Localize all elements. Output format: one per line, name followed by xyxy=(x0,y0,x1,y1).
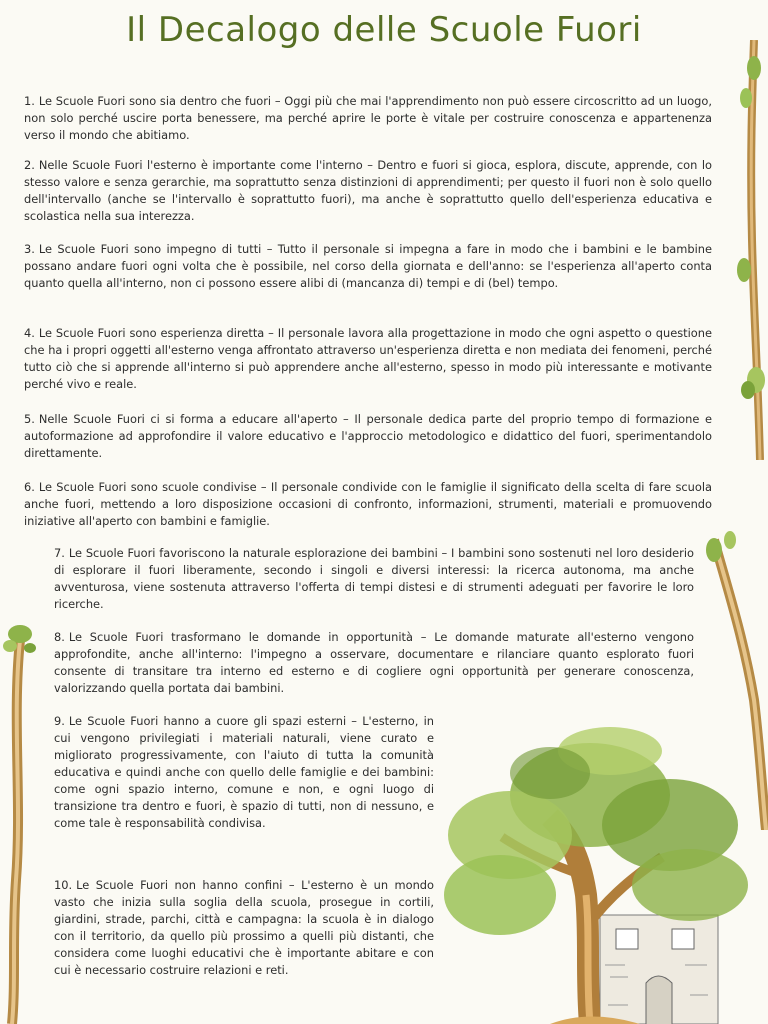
item-text: Le Scuole Fuori sono sia dentro che fuori – Oggi più che mai l'apprendimento non può essere circoscritto ad un luogo, non solo perché uscire porta benessere, ma perché aprire le porte è vitale per costruire conoscenza e appartenenza verso il mondo che abitiamo. xyxy=(24,94,712,142)
item-number: 8. xyxy=(54,630,65,644)
item-text: Le Scuole Fuori sono impegno di tutti – Tutto il personale si impegna a fare in modo che i bambini e le bambine possano andare fuori ogni volta che è possibile, nel corso della giornata e dell'anno: se l'esperienza all'aperto conta quanto quella all'interno, non ci possono essere alibi di (mancanza di) tempi e di (bel) tempo. xyxy=(24,242,712,290)
item-text: Nelle Scuole Fuori l'esterno è importante come l'interno – Dentro e fuori si gioca, esplora, discute, apprende, con lo stesso valore e senza gerarchie, ma soprattutto senza distinzioni di apprendimenti; per questo il fuori non è solo quello dell'intervallo (anche se l'intervallo è soprattutto fuori), ma anche è soprattutto quello dell'esperienza educativa e scolastica nella sua interezza. xyxy=(24,158,712,223)
item-number: 1. xyxy=(24,94,35,108)
item-text: Nelle Scuole Fuori ci si forma a educare all'aperto – Il personale dedica parte del proprio tempo di formazione e autoformazione ad approfondire il valore educativo e l'approccio metodologico e didattico del fuori, sperimentandolo direttamente. xyxy=(24,412,712,460)
item-text: Le Scuole Fuori hanno a cuore gli spazi esterni – L'esterno, in cui vengono privilegiati i materiali naturali, viene curato e migliorato progressivamente, con l'aiuto di tutta la comunità educativa e quindi anche con quello delle famiglie e dei bambini: come ogni spazio interno, comune e non, e ogni luogo di transizione tra dentro e fuori, è spazio di tutti, non di nessuno, e come tale è responsabilità condivisa. xyxy=(54,714,434,830)
list-item-3 xyxy=(24,241,712,292)
list-item-1 xyxy=(24,93,712,144)
tree-branch-right-top-illustration xyxy=(724,40,768,460)
list-item-8 xyxy=(54,629,694,697)
tree-branch-right-bottom-illustration xyxy=(700,530,768,830)
item-text: Le Scuole Fuori sono scuole condivise – Il personale condivide con le famiglie il significato della scelta di fare scuola anche fuori, mettendo a loro disposizione occasioni di confronto, informazioni, strumenti, materiali e promuovendo iniziative all'aperto con bambini e famiglie. xyxy=(24,480,712,528)
item-number: 5. xyxy=(24,412,35,426)
list-item-9 xyxy=(54,713,434,832)
tree-branch-left-illustration xyxy=(0,620,46,1024)
item-number: 4. xyxy=(24,326,35,340)
item-number: 3. xyxy=(24,242,35,256)
item-number: 9. xyxy=(54,714,65,728)
item-text: Le Scuole Fuori sono esperienza diretta – Il personale lavora alla progettazione in modo che ogni aspetto o questione che ha i propri oggetti all'esterno venga affrontato attraverso un'esperienza diretta e non mediata dei fenomeni, perché tutto ciò che si apprende all'interno si può apprendere anche all'esterno, spesso in modo più interessante e motivante perché vivo e reale. xyxy=(24,326,712,391)
page-title: Il Decalogo delle Scuole Fuori xyxy=(126,10,642,50)
tree-house-illustration xyxy=(440,725,756,1024)
item-number: 10. xyxy=(54,878,73,892)
list-item-5 xyxy=(24,411,712,462)
item-text: Le Scuole Fuori favoriscono la naturale esplorazione dei bambini – I bambini sono sostenuti nel loro desiderio di esplorare il fuori liberamente, secondo i singoli e diversi interessi: la ricerca autonoma, ma anche avventurosa, viene sostenuta attraverso l'offerta di tempi distesi e di strumenti adeguati per favorire le loro ricerche. xyxy=(54,546,694,611)
item-number: 6. xyxy=(24,480,35,494)
list-item-2 xyxy=(24,157,712,225)
list-item-7 xyxy=(54,545,694,613)
list-item-10 xyxy=(54,877,434,979)
item-text: Le Scuole Fuori non hanno confini – L'esterno è un mondo vasto che inizia sulla soglia della scuola, prosegue in cortili, giardini, strade, parchi, città e campagna: la scuola è in dialogo con il territorio, da quello più prossimo a quelli più distanti, che considera come luoghi educativi che è importante abitare e con cui è necessario costruire relazioni e reti. xyxy=(54,878,434,977)
item-number: 7. xyxy=(54,546,65,560)
list-item-4 xyxy=(24,325,712,393)
list-item-6 xyxy=(24,479,712,530)
item-text: Le Scuole Fuori trasformano le domande in opportunità – Le domande maturate all'esterno vengono approfondite, anche all'interno: l'impegno a osservare, documentare e rilanciare quanto esplorato fuori consente di transitare tra interno ed esterno e di cogliere ogni opportunità per generare conoscenza, valorizzando quella portata dai bambini. xyxy=(54,630,694,695)
item-number: 2. xyxy=(24,158,35,172)
